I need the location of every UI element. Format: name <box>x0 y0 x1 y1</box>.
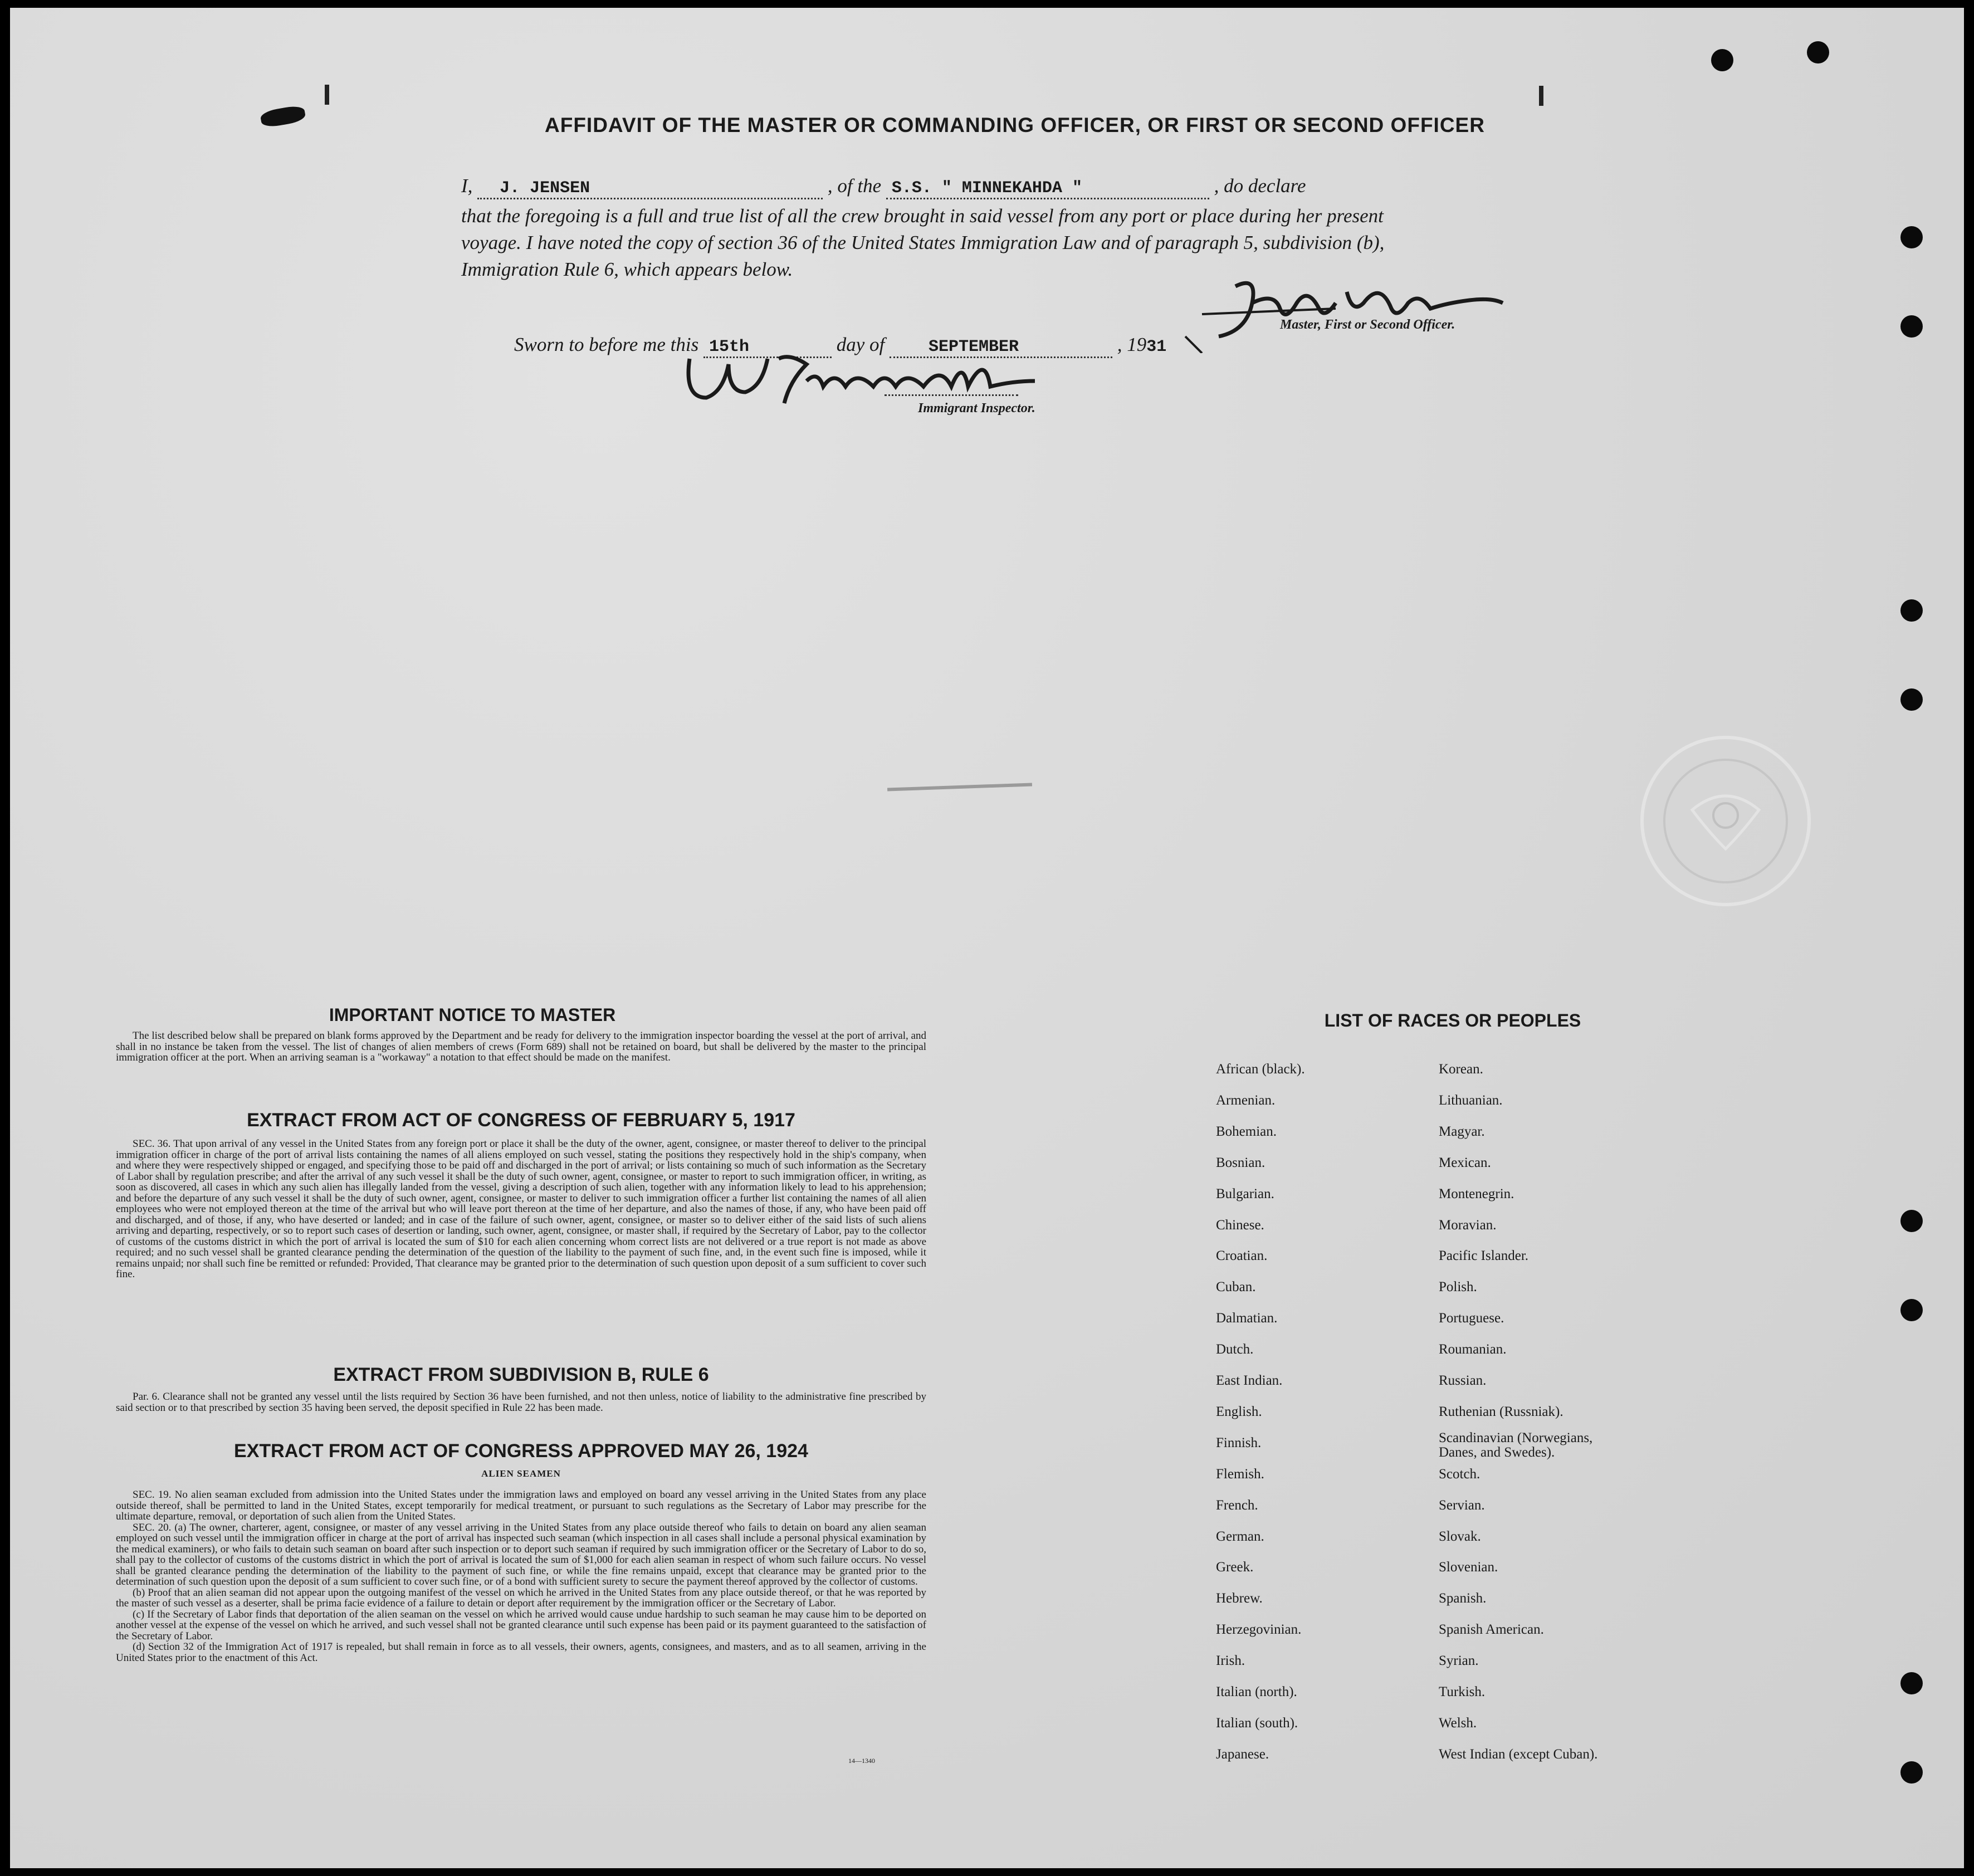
race-item-right: Slovak. <box>1439 1529 1481 1544</box>
affidavit-body: voyage. I have noted the copy of section 36 of the United States Immigration Law and of paragraph 5, subdivision (b), <box>461 232 1385 253</box>
extract-rule6-text <box>116 1391 926 1413</box>
sec-20b-paragraph: (b) Proof that an alien seaman did not appear upon the outgoing manifest of the vessel on which he arrived in the United States from any place outside thereof, or that he was reported by the master of such vessel as a deserter, shall be prima facie evidence of a failure to detain or deport after requirement by the immigration officer or the Secretary of Labor. <box>116 1586 926 1609</box>
race-item-right: Turkish. <box>1439 1684 1486 1699</box>
master-name-field <box>477 175 823 199</box>
notice-text <box>116 1030 926 1063</box>
binder-hole <box>1900 1761 1923 1784</box>
sec-20a-paragraph: SEC. 20. (a) The owner, charterer, agent, consignee, or master of any vessel arriving in the United States from any place outside thereof who fails to detain on board any alien seaman employed on such vessel until the immigration officer in charge at the port of arrival has inspected such seaman (which inspection in all cases shall include a personal physical examination by the medical examiners), or who fails to detain such seaman on board after such inspection or to deport such seaman if required by such immigration officer or the Secretary of Labor to do so, shall pay to the collector of customs of the customs district in which the port of arrival is located the sum of $1,000 for each alien seaman in respect of whom such failure occurs. No vessel shall be granted clearance pending the determination of the liability to the payment of such fine, or while the fine remains unpaid, except that clearance may be granted prior to the determination of such question upon the deposit of a sum sufficient to cover such fine, or of a bond with sufficient surety to secure the payment thereof approved by the collector of customs. <box>116 1521 926 1587</box>
race-item-right: Scandinavian (Norwegians, Danes, and Swedes). <box>1439 1430 1593 1460</box>
race-item-right: Russian. <box>1439 1373 1487 1388</box>
vessel-field <box>886 175 1209 199</box>
binder-hole <box>1900 226 1923 248</box>
race-item-right: Lithuanian. <box>1439 1093 1503 1108</box>
race-item-right: Montenegrin. <box>1439 1186 1514 1201</box>
race-item-right: Portuguese. <box>1439 1311 1504 1326</box>
race-item-left: Croatian. <box>1216 1248 1268 1263</box>
binder-hole <box>1711 49 1733 71</box>
inspector-line <box>885 394 1018 396</box>
race-item-right: Moravian. <box>1439 1218 1497 1233</box>
race-item-right: Spanish. <box>1439 1591 1487 1606</box>
extract-1924-text <box>116 1489 926 1663</box>
race-item-left: Herzegovinian. <box>1216 1622 1302 1637</box>
sworn-day-value: 15th <box>709 338 749 356</box>
do-declare-label: , do declare <box>1214 175 1306 197</box>
race-item-left: Italian (north). <box>1216 1684 1297 1699</box>
race-item-right: Magyar. <box>1439 1124 1485 1139</box>
race-item-left: English. <box>1216 1404 1262 1419</box>
race-item-right: Slovenian. <box>1439 1560 1498 1575</box>
ink-smudge <box>260 104 306 128</box>
affidavit-body: that the foregoing is a full and true list of all the crew brought in said vessel from any port or place during her present <box>461 205 1384 227</box>
race-item-left: Flemish. <box>1216 1467 1264 1482</box>
race-item-right: Scotch. <box>1439 1467 1480 1482</box>
affidavit-title: AFFIDAVIT OF THE MASTER OR COMMANDING OFFICER, OR FIRST OR SECOND OFFICER <box>545 114 1485 136</box>
extract-rule6-paragraph: Par. 6. Clearance shall not be granted any vessel until the lists required by Section 36 have been furnished, and not then unless, notice of liability to the administrative fine prescribed by said section or to that prescribed by section 35 having been served, the deposit specified in Rule 22 has been made. <box>116 1391 926 1414</box>
race-item-left: Japanese. <box>1216 1747 1269 1762</box>
sec-20d-paragraph: (d) Section 32 of the Immigration Act of 1917 is repealed, but shall remain in force as to all vessels, their owners, agents, consignees, and masters, and as to all seamen, arriving in the United States prior to the enactment of this Act. <box>116 1641 926 1664</box>
binder-hole <box>1807 41 1829 63</box>
master-label: Master, First or Second Officer. <box>1280 317 1455 332</box>
master-name-value: J. JENSEN <box>500 179 590 198</box>
race-item-left: Armenian. <box>1216 1093 1276 1108</box>
race-item-left: Dalmatian. <box>1216 1311 1278 1326</box>
races-heading: LIST OF RACES OR PEOPLES <box>1324 1010 1581 1030</box>
year-suffix: 31 <box>1146 338 1167 356</box>
race-item-left: Finnish. <box>1216 1435 1262 1450</box>
race-item-left: Bulgarian. <box>1216 1186 1274 1201</box>
race-item-left: Dutch. <box>1216 1342 1254 1357</box>
race-item-right: Korean. <box>1439 1062 1483 1077</box>
binder-hole <box>1900 599 1923 622</box>
race-item-left: Chinese. <box>1216 1218 1264 1233</box>
race-item-left: Greek. <box>1216 1560 1254 1575</box>
of-the-label: , of the <box>827 175 882 197</box>
extract-1917-heading: EXTRACT FROM ACT OF CONGRESS OF FEBRUARY 5, 1917 <box>247 1110 795 1131</box>
extract-1917-paragraph: SEC. 36. That upon arrival of any vessel in the United States from any foreign port or place it shall be the duty of the owner, agent, consignee, or master thereof to deliver to the principal immigration officer in charge of the port of arrival lists containing the names of all aliens employed on such vessel, stating the positions they respectively hold in the ship's company, when and where they were respectively shipped or engaged, and specifying those to be paid off and discharged in the port of arrival; or lists containing so much of such information as the Secretary of Labor shall by regulation prescribe; and after the arrival of any such vessel it shall be the duty of such owner, agent, consignee, or master to report to such immigration officer, in writing, as soon as discovered, all cases in which any such alien has illegally landed from the vessel, giving a description of such alien, together with any information likely to lead to his apprehension; and before the departure of any such vessel it shall be the duty of such owner, agent, consignee, or master to deliver to such immigration officer a further list containing the names of all alien employees who were not employed thereon at the time of the arrival but who will leave port thereon at the time of her departure, and also the names of those, if any, who have been paid off and discharged, and of those, if any, who have deserted or landed; and in case of the failure of such owner, agent, consignee, or master so to deliver either of the said lists of such aliens arriving and departing, respectively, or so to report such cases of desertion or landing, such owner, agent, consignee, or master shall, if required by the Secretary of Labor, pay to the collector of customs of the customs district in which the port of arrival is located the sum of $10 for each alien concerning whom correct lists are not delivered or a true report is not made as above required; and no such vessel shall be granted clearance pending the determination of the question of the liability to the payment of such fine, and, in the event such fine is imposed, while it remains unpaid; nor shall such fine be remitted or refunded: Provided, That clearance may be granted prior to the determination of such question upon deposit of a sum sufficient to cover such fine. <box>116 1138 926 1280</box>
race-item-right: Ruthenian (Russniak). <box>1439 1404 1563 1419</box>
race-item-right: Spanish American. <box>1439 1622 1544 1637</box>
race-item-right: Roumanian. <box>1439 1342 1507 1357</box>
race-item-right: Pacific Islander. <box>1439 1248 1529 1263</box>
notice-heading: IMPORTANT NOTICE TO MASTER <box>329 1005 616 1025</box>
sec-20c-paragraph: (c) If the Secretary of Labor finds that deportation of the alien seaman on the vessel on which he arrived would cause undue hardship to such seaman he may cause him to be deported on another vessel at the expense of the vessel on which he arrived, and such vessel shall not be granted clearance until such expense has been paid or its payment guaranteed to the satisfaction of the Secretary of Labor. <box>116 1608 926 1642</box>
ink-smudge <box>325 85 329 105</box>
form-number: 14—1340 <box>848 1757 875 1765</box>
race-item-left: German. <box>1216 1529 1264 1544</box>
sworn-month-value: SEPTEMBER <box>928 338 1019 356</box>
binder-hole <box>1900 315 1923 338</box>
race-item-left: Irish. <box>1216 1653 1245 1668</box>
inspector-signature <box>678 348 1102 414</box>
race-item-left: Bosnian. <box>1216 1155 1265 1170</box>
extract-1917-text <box>116 1139 926 1280</box>
race-item-right: Polish. <box>1439 1279 1477 1294</box>
extract-rule6-heading: EXTRACT FROM SUBDIVISION B, RULE 6 <box>333 1364 709 1385</box>
race-item-left: Cuban. <box>1216 1279 1256 1294</box>
race-item-right: West Indian (except Cuban). <box>1439 1747 1598 1762</box>
day-of-label: day of <box>836 334 885 355</box>
race-item-left: East Indian. <box>1216 1373 1283 1388</box>
binder-hole <box>1900 1672 1923 1694</box>
binder-hole <box>1900 1210 1923 1232</box>
race-item-right: Mexican. <box>1439 1155 1491 1170</box>
race-item-left: French. <box>1216 1498 1258 1513</box>
race-item-right: Syrian. <box>1439 1653 1479 1668</box>
embossed-seal <box>1636 732 1815 910</box>
extract-1924-heading: EXTRACT FROM ACT OF CONGRESS APPROVED MAY 26, 1924 <box>234 1440 808 1462</box>
binder-hole <box>1900 1299 1923 1321</box>
affidavit-prefix: I, <box>461 175 473 197</box>
pencil-mark <box>887 783 1032 791</box>
sec-19-paragraph: SEC. 19. No alien seaman excluded from admission into the United States under the immigration laws and employed on board any vessel arriving in the United States from any place outside thereof, shall be permitted to land in the United States, except temporarily for medical treatment, or pursuant to such regulations as the Secretary of Labor may prescribe for the ultimate departure, removal, or deportation of such alien from the United States. <box>116 1489 926 1522</box>
race-item-left: Bohemian. <box>1216 1124 1277 1139</box>
alien-seamen-subheading: ALIEN SEAMEN <box>481 1468 561 1479</box>
vessel-value: S.S. " MINNEKAHDA " <box>891 179 1082 198</box>
sworn-label: Sworn to before me this <box>514 334 699 355</box>
race-item-left: Italian (south). <box>1216 1716 1298 1731</box>
race-item-left: African (black). <box>1216 1062 1305 1077</box>
binder-hole <box>1900 688 1923 711</box>
notice-paragraph: The list described below shall be prepared on blank forms approved by the Department and be ready for delivery to the immigration inspector boarding the vessel at the port of arrival, and shall in no instance be taken from the vessel. The list of changes of alien members of crews (Form 689) shall not be retained on board, but shall be delivered by the master to the principal immigration officer at the port. When an arriving seaman is a "workaway" a notation to that effect should be made on the manifest. <box>116 1030 926 1063</box>
race-item-right: Welsh. <box>1439 1716 1477 1731</box>
race-item-right: Servian. <box>1439 1498 1485 1513</box>
inspector-label: Immigrant Inspector. <box>918 401 1035 416</box>
affidavit-declaration-line <box>461 175 1809 199</box>
ink-smudge <box>1539 86 1543 106</box>
affidavit-body: Immigration Rule 6, which appears below. <box>461 258 793 280</box>
year-prefix: , 19 <box>1117 334 1147 355</box>
race-item-left: Hebrew. <box>1216 1591 1263 1606</box>
document-sheet <box>10 8 1964 1868</box>
